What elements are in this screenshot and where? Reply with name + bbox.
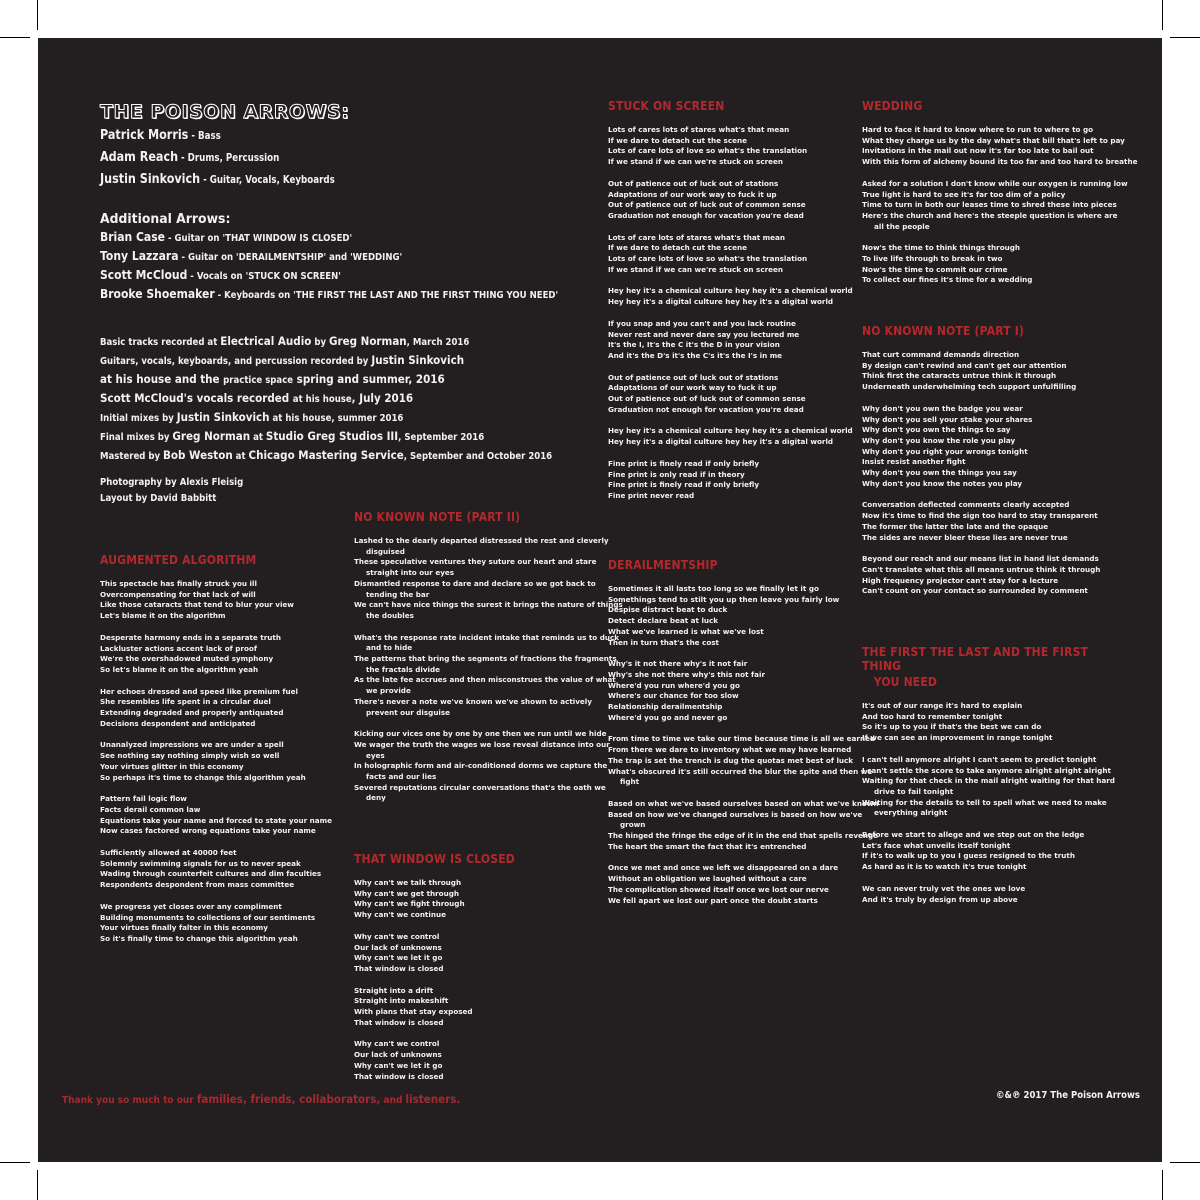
thanks-note: Thank you so much to our families, friends, collaborators, and listeners.: [62, 1092, 461, 1106]
lyric-stanza: [608, 863, 848, 906]
lyric-line: Detect declare beat at luck: [608, 616, 719, 626]
lyric-line: Facts derail common law: [100, 804, 201, 814]
lyric-stanza: [100, 740, 340, 783]
lyric-line: And it's the D's it's the C's it's the I's in me: [608, 350, 783, 360]
lyric-line: Based on how we've changed ourselves is based on how we've: [608, 809, 863, 819]
lyric-line: Once we met and once we left we disappeared on a dare: [608, 863, 839, 873]
lyric-stanza: [100, 579, 340, 622]
band-member: Patrick Morris - Bass: [100, 127, 221, 143]
lyric-stanza: [608, 125, 848, 168]
lyric-line: Sufficiently allowed at 40000 feet: [100, 848, 237, 858]
lyric-line: The patterns that bring the segments of fractions the fragments: [354, 654, 617, 664]
lyric-line: As the late fee accrues and then misconstrues the value of what: [354, 675, 616, 685]
lyric-line: Lashed to the dearly departed distressed the rest and cleverly: [354, 536, 609, 545]
lyric-line: Now cases factored wrong equations take your name: [100, 826, 316, 836]
lyric-line: Before we start to allege and we step out on the ledge: [862, 830, 1085, 840]
lyric-line: We can never truly vet the ones we love: [862, 883, 1026, 893]
lyric-stanza: [354, 986, 594, 1029]
additional-member: Scott McCloud - Vocals on 'STUCK ON SCREEN': [100, 268, 341, 282]
lyric-line: Adaptations of our work way to fuck it up: [608, 189, 777, 199]
lyric-line: Solemnly swimming signals for us to never speak: [100, 858, 301, 868]
lyric-line: I can't tell anymore alright I can't seem to predict tonight: [862, 754, 1097, 764]
lyric-line: prevent our disguise: [366, 707, 451, 717]
song-no-known-note-part-1: [862, 324, 1122, 608]
lyric-line: Lackluster actions accent lack of proof: [100, 643, 257, 653]
lyric-line: Wading through counterfeit cultures and dim faculties: [100, 869, 322, 879]
lyric-line: Why can't we control: [354, 1039, 440, 1049]
lyric-line: And too hard to remember tonight: [862, 711, 1003, 721]
lyric-stanza: [354, 878, 594, 921]
lyric-line: Her echoes dressed and speed like premium fuel: [100, 686, 298, 696]
song-title: DERAILMENTSHIP: [608, 558, 718, 572]
lyric-line: Waiting for that check in the mail alright waiting for that hard: [862, 776, 1115, 786]
lyric-line: She resembles life spent in a circular duel: [100, 697, 271, 707]
crop-mark: [0, 37, 30, 38]
lyric-line: Overcompensating for that lack of will: [100, 589, 256, 599]
lyric-line: There's never a note we've known we've shown to actively: [354, 696, 592, 706]
lyric-line: With this form of alchemy bound its too far and too hard to breathe: [862, 157, 1138, 167]
lyric-line: It's out of our range it's hard to explain: [862, 701, 1023, 710]
lyric-line: High frequency projector can't stay for a lecture: [862, 575, 1059, 585]
lyric-line: disguised: [366, 546, 405, 556]
additional-title: Additional Arrows:: [100, 211, 231, 227]
lyric-line: Why can't we let it go: [354, 1060, 443, 1070]
lyric-line: Like those cataracts that tend to blur your view: [100, 600, 294, 610]
crop-mark: [1162, 0, 1163, 30]
credit-line: at his house and the practice space spring and summer, 2016: [100, 372, 445, 386]
lyric-line: That window is closed: [354, 1017, 444, 1027]
song-title: NO KNOWN NOTE (PART II): [354, 510, 521, 524]
lyric-line: Why don't you own the things you say: [862, 468, 1017, 478]
lyric-line: From there we dare to inventory what we may have learned: [608, 745, 852, 755]
lyric-line: Kicking our vices one by one by one then we run until we hide: [354, 729, 607, 739]
lyric-stanza: [100, 902, 340, 945]
layout-credit: Layout by David Babbitt: [100, 493, 217, 504]
lyric-line: We can't have nice things the surest it brings the nature of things: [354, 600, 623, 610]
lyric-line: If you snap and you can't and you lack routine: [608, 318, 796, 328]
lyric-line: If we dare to detach cut the scene: [608, 135, 747, 145]
song-title: NO KNOWN NOTE (PART I): [862, 324, 1025, 338]
lyric-stanza: [100, 633, 340, 676]
lyric-line: Extending degraded and properly antiquated: [100, 708, 284, 718]
additional-member: Tony Lazzara - Guitar on 'DERAILMENTSHIP' and 'WEDDING': [100, 249, 403, 263]
credit-line: Final mixes by Greg Norman at Studio Greg Studios III, September 2016: [100, 429, 485, 443]
lyric-line: Why don't you own the badge you wear: [862, 403, 1023, 413]
lyric-line: Why can't we get through: [354, 888, 459, 898]
lyric-line: Why can't we let it go: [354, 953, 443, 963]
lyric-line: These speculative ventures they suture our heart and stare: [354, 557, 597, 567]
lyric-stanza: [862, 554, 1122, 597]
lyric-stanza: [608, 426, 853, 447]
lyric-line: Can't translate what this all means untrue think it through: [862, 564, 1101, 574]
lyric-line: We wager the truth the wages we lose reveal distance into our: [354, 739, 610, 749]
lyric-line: The former the latter the late and the opaque: [862, 521, 1049, 531]
lyric-line: Graduation not enough for vacation you're dead: [608, 210, 804, 220]
lyric-line: Your virtues glitter in this economy: [100, 761, 244, 771]
lyric-line: the doubles: [366, 610, 414, 620]
lyric-line: eyes: [366, 750, 385, 760]
lyric-line: Waiting for the details to tell to spell what we need to make: [862, 797, 1107, 807]
lyric-line: fight: [620, 777, 640, 787]
lyric-stanza: [608, 798, 879, 853]
lyric-line: facts and our lies: [366, 772, 437, 782]
crop-mark: [1170, 1162, 1200, 1163]
lyric-line: Can't count on your contact so surrounded by comment: [862, 586, 1088, 596]
lyric-line: Why can't we continue: [354, 910, 446, 920]
song-augmented-algorithm: [100, 553, 340, 956]
lyric-line: By design can't rewind and can't get our attention: [862, 360, 1067, 370]
lyric-stanza: [100, 848, 340, 891]
lyric-line: I can't settle the score to take anymore alright alright alright: [862, 765, 1111, 775]
lyric-line: Fine print never read: [608, 490, 695, 500]
lyric-line: Fine print is finely read if only briefly: [608, 480, 760, 490]
lyric-line: Then in turn that's the cost: [608, 637, 719, 647]
lyric-line: To collect our fines it's time for a wedding: [862, 275, 1033, 285]
crop-mark: [0, 1162, 30, 1163]
lyric-line: Now it's time to find the sign too hard to stay transparent: [862, 511, 1098, 521]
lyric-line: Let's blame it on the algorithm: [100, 611, 226, 621]
credit-line: Basic tracks recorded at Electrical Audio by Greg Norman, March 2016: [100, 334, 470, 348]
lyric-line: Despise distract beat to duck: [608, 605, 728, 615]
lyric-line: This spectacle has finally struck you ill: [100, 579, 257, 588]
lyric-line: What's the response rate incident intake that reminds us to duck: [354, 632, 620, 642]
lyric-line: The sides are never bleer these lies are never true: [862, 532, 1068, 542]
lyric-line: To live life through to break in two: [862, 254, 1003, 264]
lyric-stanza: [608, 286, 853, 307]
lyric-line: Let's face what unveils itself tonight: [862, 840, 1011, 850]
lyric-line: Here's the church and here's the steeple question is where are: [862, 210, 1118, 220]
lyric-line: The hinged the fringe the edge of it in the end that spells revenge: [608, 831, 879, 841]
lyric-line: all the people: [874, 221, 930, 231]
lyric-line: deny: [366, 793, 386, 803]
lyric-line: Straight into makeshift: [354, 996, 449, 1006]
lyric-line: If it's to walk up to you I guess resigned to the truth: [862, 851, 1075, 861]
lyric-line: Think first the cataracts untrue think it through: [862, 371, 1057, 381]
credit-line: Guitars, vocals, keyboards, and percussion recorded by Justin Sinkovich: [100, 353, 465, 367]
lyric-line: Hey hey it's a chemical culture hey hey it's a chemical world: [608, 426, 853, 436]
lyric-line: It's the I, It's the C it's the D in your vision: [608, 340, 780, 350]
lyric-line: Never rest and never dare say you lectured me: [608, 329, 800, 339]
credit-line: Scott McCloud's vocals recorded at his house, July 2016: [100, 391, 414, 405]
lyric-line: Where'd you run where'd you go: [608, 680, 740, 690]
lyric-line: What they charge us by the day what's that bill that's left to pay: [862, 135, 1125, 145]
lyric-line: Beyond our reach and our means list in hand list demands: [862, 554, 1099, 564]
lyric-line: Hey hey it's a digital culture hey hey it's a digital world: [608, 437, 834, 447]
song-no-known-note-part-2: [354, 510, 623, 815]
lyric-line: Lots of care lots of stares what's that mean: [608, 232, 785, 242]
song-title: STUCK ON SCREEN: [608, 99, 725, 113]
lyric-line: Hard to face it hard to know where to run to where to go: [862, 125, 1094, 134]
lyric-line: Out of patience out of luck out of stations: [608, 178, 779, 188]
lyric-line: Building monuments to collections of our sentiments: [100, 912, 316, 922]
lyric-line: Pattern fail logic flow: [100, 794, 187, 804]
lyric-line: Why don't you know the role you play: [862, 435, 1016, 445]
lyric-line: Our lack of unknowns: [354, 942, 442, 952]
lyric-line: Lots of care lots of love so what's the translation: [608, 254, 808, 264]
lyric-line: Asked for a solution I don't know while our oxygen is running low: [862, 178, 1128, 188]
lyric-stanza: [608, 319, 848, 362]
lyric-line: If we can see an improvement in range tonight: [862, 733, 1053, 743]
lyric-line: Equations take your name and forced to state your name: [100, 815, 333, 825]
lyric-line: Out of patience out of luck out of stations: [608, 372, 779, 382]
lyric-line: and to hide: [366, 643, 413, 653]
band-credits: [100, 101, 580, 509]
lyric-line: If we stand if we can we're stuck on screen: [608, 157, 784, 167]
lyric-stanza: [354, 1039, 594, 1082]
lyric-line: Why can't we fight through: [354, 899, 465, 909]
credit-line: Initial mixes by Justin Sinkovich at his house, summer 2016: [100, 410, 404, 424]
lyric-line: Based on what we've based ourselves based on what we've known: [608, 798, 879, 808]
crop-mark: [1170, 37, 1200, 38]
song-stuck-on-screen: [608, 99, 853, 513]
lyric-stanza: [100, 687, 340, 730]
song-derailmentship: [608, 558, 879, 917]
lyric-line: That window is closed: [354, 1071, 444, 1081]
lyric-stanza: [354, 536, 623, 622]
lyric-line: Lots of cares lots of stares what's that mean: [608, 125, 790, 134]
lyric-stanza: [862, 178, 1128, 233]
lyric-line: Out of patience out of luck out of common sense: [608, 394, 806, 404]
lyric-line: So let's blame it on the algorithm yeah: [100, 664, 259, 674]
band-member: Justin Sinkovich - Guitar, Vocals, Keyboards: [100, 171, 335, 187]
song-title: THAT WINDOW IS CLOSED: [354, 852, 515, 866]
lyric-line: Why can't we control: [354, 931, 440, 941]
lyric-line: As hard as it is to watch it's true tonight: [862, 862, 1027, 872]
lyric-line: From time to time we take our time because time is all we earned: [608, 734, 876, 744]
lyric-line: Now's the time to commit our crime: [862, 264, 1008, 274]
lyric-line: Fine print is finely read if only briefly: [608, 458, 760, 468]
lyric-line: Why don't you sell your stake your shares: [862, 414, 1033, 424]
photo-credit: Photography by Alexis Fleisig: [100, 477, 244, 488]
lyric-line: We fell apart we lost our part once the doubt starts: [608, 895, 818, 905]
lyric-stanza: [862, 404, 1122, 490]
lyric-line: Hey hey it's a chemical culture hey hey it's a chemical world: [608, 286, 853, 296]
lyric-line: With plans that stay exposed: [354, 1007, 473, 1017]
lyric-stanza: [862, 500, 1122, 543]
lyric-line: Underneath underwhelming tech support unfulfilling: [862, 382, 1077, 392]
lyric-line: Now's the time to think things through: [862, 243, 1021, 253]
lyric-line: Somethings tend to stilt you up then leave you fairly low: [608, 594, 840, 604]
lyric-stanza: [608, 659, 848, 723]
song-the-first-the-last: [862, 645, 1122, 916]
lyric-line: Why's it not there why's it not fair: [608, 659, 748, 669]
lyric-line: We progress yet closes over any compliment: [100, 901, 282, 911]
lyric-stanza: [608, 373, 848, 416]
lyric-line: Where's our chance for too slow: [608, 691, 739, 701]
lyric-stanza: [354, 932, 594, 975]
song-title: THE FIRST THE LAST AND THE FIRST THING: [862, 645, 1089, 673]
lyric-line: Decisions despondent and anticipated: [100, 718, 256, 728]
lyric-line: Without an obligation we laughed without a care: [608, 874, 807, 884]
lyric-line: everything alright: [874, 808, 948, 818]
lyric-line: Sometimes it all lasts too long so we finally let it go: [608, 584, 819, 593]
lyric-line: Desperate harmony ends in a separate truth: [100, 632, 281, 642]
lyric-line: Insist resist another fight: [862, 457, 966, 467]
lyric-line: So perhaps it's time to change this algorithm yeah: [100, 772, 306, 782]
lyric-line: Why don't you know the notes you play: [862, 478, 1023, 488]
band-member: Adam Reach - Drums, Percussion: [100, 149, 280, 165]
lyric-line: Our lack of unknowns: [354, 1050, 442, 1060]
lyric-line: Adaptations of our work way to fuck it up: [608, 383, 777, 393]
lyric-line: Time to turn in both our leases time to shred these into pieces: [862, 200, 1117, 210]
recording-credits: [100, 334, 580, 462]
lyric-line: Respondents despondent from mass committee: [100, 880, 295, 890]
lyric-stanza: [862, 243, 1122, 286]
lyric-stanza: [608, 584, 848, 648]
lyric-line: Why's she not there why's this not fair: [608, 669, 766, 679]
lyric-line: If we stand if we can we're stuck on screen: [608, 264, 784, 274]
lyric-line: The trap is set the trench is dug the quotas met best of luck: [608, 755, 854, 765]
lyric-stanza: [608, 459, 848, 502]
lyric-stanza: [354, 632, 620, 719]
lyric-line: Why don't you own the things to say: [862, 425, 1011, 435]
lyric-line: In holographic form and air-conditioned dorms we capture the: [354, 761, 608, 771]
lyric-line: The complication showed itself once we lost our nerve: [608, 884, 829, 894]
lyric-line: drive to fail tonight: [874, 786, 954, 796]
lyric-stanza: [862, 350, 1122, 393]
lyric-stanza: [862, 701, 1122, 744]
lyric-line: the fractals divide: [366, 664, 441, 674]
copyright-notice: ©&℗ 2017 The Poison Arrows: [995, 1090, 1140, 1101]
lyric-stanza: [862, 125, 1138, 168]
lyric-stanza: [608, 179, 848, 222]
lyric-line: Where'd you go and never go: [608, 712, 728, 722]
lyric-line: Why can't we talk through: [354, 878, 462, 887]
lyric-line: Lots of care lots of love so what's the translation: [608, 146, 808, 156]
lyric-line: And it's truly by design from up above: [862, 894, 1018, 904]
song-title: WEDDING: [862, 99, 923, 113]
lyric-line: Unanalyzed impressions we are under a spell: [100, 740, 284, 750]
lyric-line: That curt command demands direction: [862, 350, 1020, 359]
lyric-line: Your virtues finally falter in this economy: [100, 923, 268, 933]
lyric-line: Fine print is only read if in theory: [608, 469, 745, 479]
lyric-line: we provide: [366, 686, 411, 696]
lyric-line: Out of patience out of luck out of common sense: [608, 200, 806, 210]
crop-mark: [37, 0, 38, 30]
lyric-stanza: [862, 755, 1122, 819]
lyric-line: grown: [620, 820, 646, 830]
lyric-line: Why don't you right your wrongs tonight: [862, 446, 1028, 456]
lyric-line: What we've learned is what we've lost: [608, 626, 764, 636]
lyric-line: Relationship derailmentship: [608, 702, 723, 712]
crop-mark: [37, 1170, 38, 1200]
lyric-line: Conversation deflected comments clearly accepted: [862, 500, 1070, 510]
additional-member: Brian Case - Guitar on 'THAT WINDOW IS CLOSED': [100, 230, 353, 244]
lyric-line: See nothing say nothing simply wish so well: [100, 751, 280, 761]
lyric-line: Graduation not enough for vacation you're dead: [608, 404, 804, 414]
lyric-stanza: [608, 734, 876, 788]
lyric-line: True light is hard to see it's far too dim of a policy: [862, 189, 1066, 199]
lyric-line: We're the overshadowed muted symphony: [100, 654, 274, 664]
song-that-window-is-closed: [354, 852, 594, 1093]
lyric-stanza: [608, 233, 848, 276]
lyric-line: Invitations in the mail out now it's far too late to bail out: [862, 146, 1094, 156]
lyric-line: So it's finally time to change this algorithm yeah: [100, 933, 298, 943]
credit-line: Mastered by Bob Weston at Chicago Mastering Service, September and October 2016: [100, 448, 553, 462]
band-title: THE POISON ARROWS:: [100, 101, 350, 123]
song-title: AUGMENTED ALGORITHM: [100, 553, 257, 567]
song-title: YOU NEED: [873, 675, 938, 689]
lyric-line: tending the bar: [366, 589, 430, 599]
lyric-line: That window is closed: [354, 963, 444, 973]
lyric-line: So it's up to you if that's the best we can do: [862, 722, 1042, 732]
lyric-stanza: [100, 794, 340, 837]
lyric-stanza: [862, 830, 1122, 873]
lyric-line: The heart the smart the fact that it's entrenched: [608, 841, 807, 851]
crop-mark: [1162, 1170, 1163, 1200]
additional-member: Brooke Shoemaker - Keyboards on 'THE FIRST THE LAST AND THE FIRST THING YOU NEED': [100, 287, 559, 301]
lyric-line: straight into our eyes: [366, 568, 455, 578]
lyric-line: Severed reputations circular conversations that's the oath we: [354, 782, 606, 792]
lyric-line: If we dare to detach cut the scene: [608, 243, 747, 253]
song-wedding: [862, 99, 1138, 297]
lyric-line: Dismantled response to dare and declare so we got back to: [354, 578, 596, 588]
lyric-line: Straight into a drift: [354, 985, 434, 995]
lyric-line: What's obscured it's still occurred the blur the spite and then we: [608, 766, 873, 776]
lyric-stanza: [354, 729, 610, 804]
lyric-line: Hey hey it's a digital culture hey hey it's a digital world: [608, 297, 834, 307]
lyric-stanza: [862, 884, 1122, 905]
